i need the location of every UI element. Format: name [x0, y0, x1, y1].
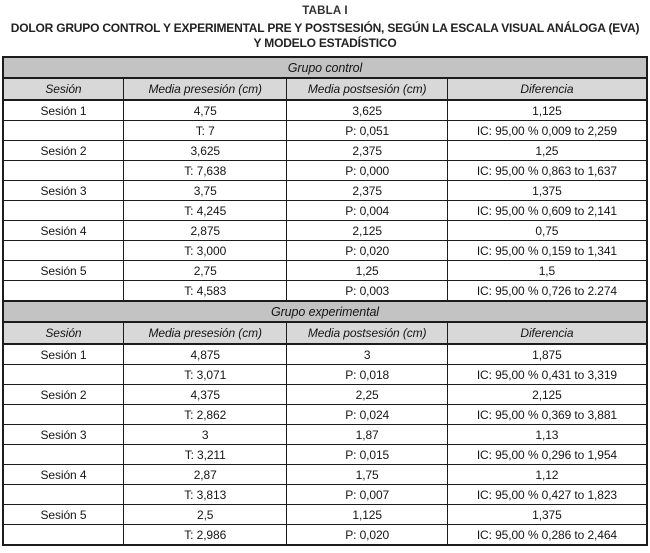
table-row — [3, 485, 647, 505]
table-cell: 4,875 — [123, 344, 287, 365]
table-cell: Sesión 4 — [3, 465, 123, 485]
table-cell: T: 4,583 — [123, 281, 287, 302]
table-cell: P: 0,024 — [287, 405, 447, 425]
table-row — [3, 241, 647, 261]
table-cell: 1,75 — [287, 465, 447, 485]
table-cell — [3, 241, 123, 261]
table-cell: 2,87 — [123, 465, 287, 485]
table-cell: 3 — [287, 344, 447, 365]
table-caption — [0, 0, 650, 51]
table-row — [3, 425, 647, 445]
table-row — [3, 465, 647, 485]
table-cell: 1,13 — [447, 425, 647, 445]
column-header: Media postsesión (cm) — [287, 322, 447, 344]
table-cell — [3, 121, 123, 141]
table-number: TABLA I — [302, 5, 348, 17]
table-cell: 2,75 — [123, 261, 287, 281]
table-row — [3, 221, 647, 241]
table-cell: 3 — [123, 425, 287, 445]
data-table — [2, 56, 648, 546]
table-row — [3, 141, 647, 161]
table-cell: 1,25 — [447, 141, 647, 161]
table-cell: 0,75 — [447, 221, 647, 241]
table-cell — [3, 365, 123, 385]
table-cell: Sesión 4 — [3, 221, 123, 241]
table-cell: P: 0,018 — [287, 365, 447, 385]
table-row — [3, 385, 647, 405]
column-header-row — [3, 322, 647, 344]
table-cell: T: 7 — [123, 121, 287, 141]
table-cell: T: 3,211 — [123, 445, 287, 465]
table-cell: P: 0,015 — [287, 445, 447, 465]
table-cell: T: 2,986 — [123, 525, 287, 546]
table-cell: 2,5 — [123, 505, 287, 525]
table-title-line2: Y MODELO ESTADÍSTICO — [253, 36, 397, 50]
table-cell — [3, 201, 123, 221]
table-row — [3, 261, 647, 281]
column-header: Sesión — [3, 78, 123, 100]
column-header: Media postsesión (cm) — [287, 78, 447, 100]
table-cell: P: 0,007 — [287, 485, 447, 505]
table-cell: P: 0,020 — [287, 525, 447, 546]
table-row — [3, 505, 647, 525]
table-cell: T: 3,000 — [123, 241, 287, 261]
table-cell: 2,375 — [287, 181, 447, 201]
table-cell: 1,875 — [447, 344, 647, 365]
table-cell — [3, 445, 123, 465]
table-cell: 4,75 — [123, 100, 287, 121]
table-row — [3, 201, 647, 221]
table-cell: 1,5 — [447, 261, 647, 281]
table-row — [3, 405, 647, 425]
table-cell — [3, 525, 123, 546]
table-cell: 1,12 — [447, 465, 647, 485]
table-cell: T: 4,245 — [123, 201, 287, 221]
table-cell: 3,625 — [287, 100, 447, 121]
table-cell: IC: 95,00 % 0,863 to 1,637 — [447, 161, 647, 181]
table-cell: Sesión 2 — [3, 141, 123, 161]
table-cell: 4,375 — [123, 385, 287, 405]
table-row — [3, 445, 647, 465]
table-cell — [3, 281, 123, 302]
table-cell — [3, 161, 123, 181]
group-header-label: Grupo control — [3, 57, 647, 78]
table-cell: T: 3,071 — [123, 365, 287, 385]
table-cell: P: 0,004 — [287, 201, 447, 221]
table-cell: Sesión 5 — [3, 261, 123, 281]
table-cell: T: 2,862 — [123, 405, 287, 425]
table-cell: 2,125 — [447, 385, 647, 405]
table-row — [3, 281, 647, 302]
table-row — [3, 100, 647, 121]
column-header: Media presesión (cm) — [123, 78, 287, 100]
table-cell: 1,87 — [287, 425, 447, 445]
group-header-label: Grupo experimental — [3, 301, 647, 322]
table-cell: IC: 95,00 % 0,159 to 1,341 — [447, 241, 647, 261]
table-cell: Sesión 1 — [3, 100, 123, 121]
table-cell: Sesión 3 — [3, 181, 123, 201]
table-cell: 2,125 — [287, 221, 447, 241]
table-cell: IC: 95,00 % 0,726 to 2.274 — [447, 281, 647, 302]
column-header: Sesión — [3, 322, 123, 344]
table-cell: IC: 95,00 % 0,286 to 2,464 — [447, 525, 647, 546]
table-cell: 1,375 — [447, 181, 647, 201]
table-cell: Sesión 1 — [3, 344, 123, 365]
table-cell: Sesión 5 — [3, 505, 123, 525]
table-cell: 1,125 — [287, 505, 447, 525]
table-cell: 1,375 — [447, 505, 647, 525]
table-cell: P: 0,003 — [287, 281, 447, 302]
group-header-row — [3, 57, 647, 78]
table-cell: 3,75 — [123, 181, 287, 201]
column-header: Diferencia — [447, 78, 647, 100]
table-cell: 2,25 — [287, 385, 447, 405]
column-header: Diferencia — [447, 322, 647, 344]
table-cell: IC: 95,00 % 0,609 to 2,141 — [447, 201, 647, 221]
table-cell: 3,625 — [123, 141, 287, 161]
table-cell: 2,375 — [287, 141, 447, 161]
table-row — [3, 121, 647, 141]
table-cell: IC: 95,00 % 0,431 to 3,319 — [447, 365, 647, 385]
table-cell: 1,25 — [287, 261, 447, 281]
table-title-line1: DOLOR GRUPO CONTROL Y EXPERIMENTAL PRE Y POSTSESIÓN, SEGÚN LA ESCALA VISUAL ANÁLOGA (EVA) — [10, 21, 640, 35]
table-row — [3, 161, 647, 181]
column-header: Media presesión (cm) — [123, 322, 287, 344]
group-header-row — [3, 301, 647, 322]
table-cell: P: 0,000 — [287, 161, 447, 181]
table-cell — [3, 485, 123, 505]
table-cell: T: 3,813 — [123, 485, 287, 505]
table-cell: IC: 95,00 % 0,009 to 2,259 — [447, 121, 647, 141]
table-cell: T: 7,638 — [123, 161, 287, 181]
table-body — [3, 57, 647, 545]
table-cell: IC: 95,00 % 0,369 to 3,881 — [447, 405, 647, 425]
table-cell: Sesión 3 — [3, 425, 123, 445]
table-row — [3, 181, 647, 201]
table-cell: Sesión 2 — [3, 385, 123, 405]
table-cell: 2,875 — [123, 221, 287, 241]
table-row — [3, 344, 647, 365]
table-row — [3, 525, 647, 546]
column-header-row — [3, 78, 647, 100]
table-cell: IC: 95,00 % 0,296 to 1,954 — [447, 445, 647, 465]
table-row — [3, 365, 647, 385]
table-cell: IC: 95,00 % 0,427 to 1,823 — [447, 485, 647, 505]
table-cell: P: 0,051 — [287, 121, 447, 141]
table-cell: P: 0,020 — [287, 241, 447, 261]
table-cell: 1,125 — [447, 100, 647, 121]
table-cell — [3, 405, 123, 425]
